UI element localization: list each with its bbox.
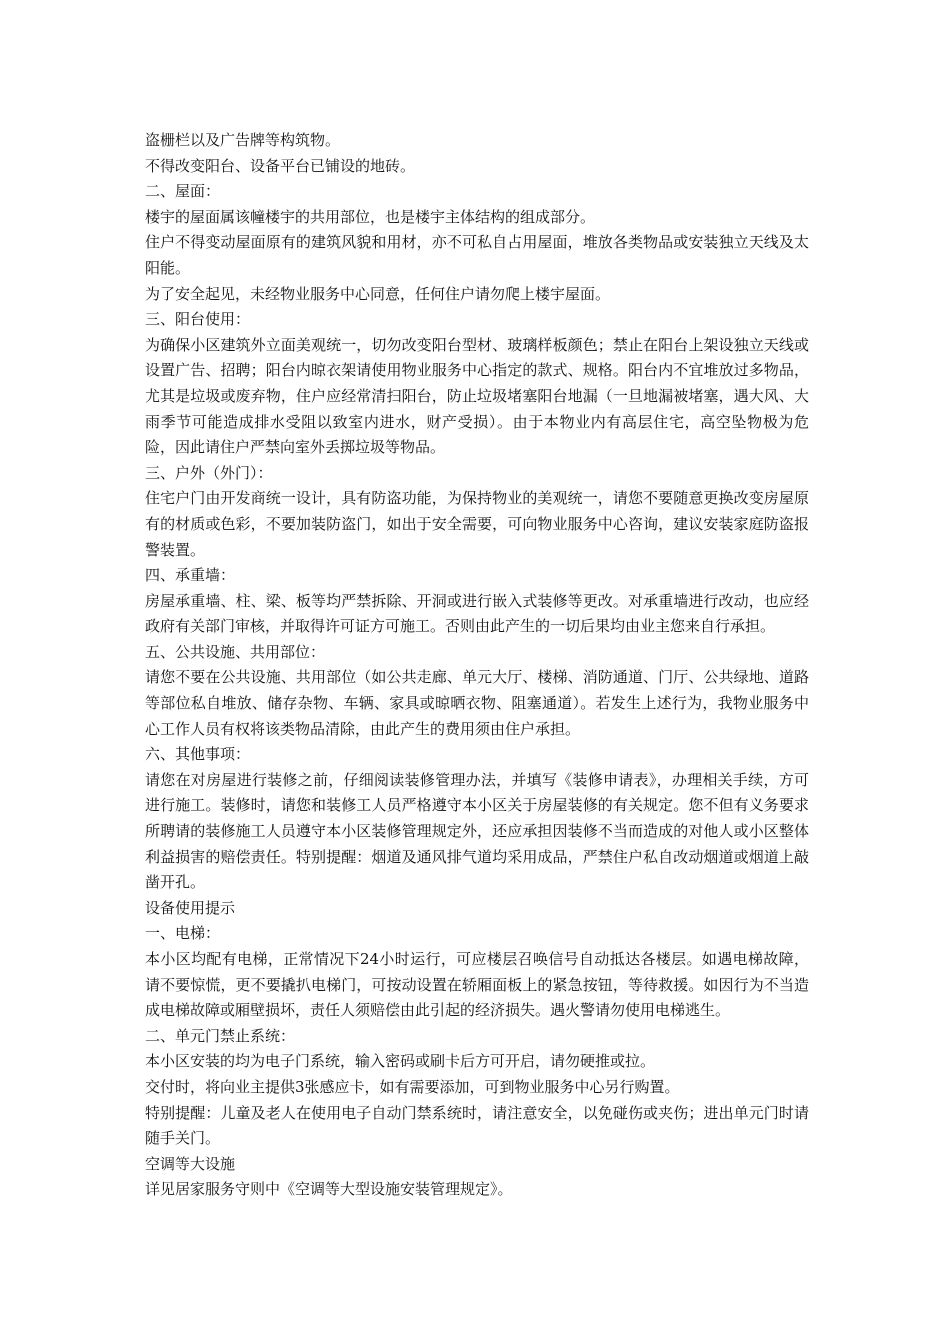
section-heading-elevator: 一、电梯： xyxy=(145,924,221,943)
paragraph: 为了安全起见，未经物业服务中心同意，任何住户请勿爬上楼宇屋面。 xyxy=(145,284,611,303)
paragraph: 本小区安装的均为电子门系统，输入密码或刷卡后方可开启，请勿硬推或拉。 xyxy=(145,1052,656,1071)
section-heading-roof: 二、屋面： xyxy=(145,182,221,201)
paragraph: 楼宇的屋面属该幢楼宇的共用部位，也是楼宇主体结构的组成部分。 xyxy=(145,207,596,226)
paragraph: 盗栅栏以及广告牌等构筑物。 xyxy=(145,131,341,149)
section-heading-equipment-tips: 设备使用提示 xyxy=(145,898,236,917)
paragraph: 交付时，将向业主提供3张感应卡，如有需要添加，可到物业服务中心另行购置。 xyxy=(145,1077,680,1096)
paragraph: 请您在对房屋进行装修之前，仔细阅读装修管理办法，并填写《装修申请表》，办理相关手续，方可进行施工。装修时，请您和装修工人员严格遵守本小区关于房屋装修的有关规定。您不但有义务要求所聘请的装修施工人员遵守本小区装修管理规定外，还应承担因装修不当而造成的对他人或小区整体利益损害的赔偿责任。特别提醒：烟道及通风排气道均采用成品，严禁住户私自改动烟道或烟道上敲凿开孔。 xyxy=(145,770,809,892)
section-heading-air-conditioning: 空调等大设施 xyxy=(145,1154,236,1173)
section-heading-public-facilities: 五、公共设施、共用部位： xyxy=(145,642,326,661)
paragraph: 请您不要在公共设施、共用部位（如公共走廊、单元大厅、楼梯、消防通道、门厅、公共绿地、道路等部位私自堆放、储存杂物、车辆、家具或晾晒衣物、阻塞通道）。若发生上述行为，我物业服务中心工作人员有权将该类物品清除，由此产生的费用须由住户承担。 xyxy=(145,668,809,738)
section-heading-access-control: 二、单元门禁止系统： xyxy=(145,1026,296,1045)
paragraph: 特别提醒：儿童及老人在使用电子自动门禁系统时，请注意安全，以免碰伤或夹伤；进出单元门时请随手关门。 xyxy=(145,1103,809,1148)
paragraph: 住宅户门由开发商统一设计，具有防盗功能，为保持物业的美观统一，请您不要随意更换改变房屋原有的材质或色彩，不要加装防盗门，如出于安全需要，可向物业服务中心咨询，建议安装家庭防盗报警装置。 xyxy=(145,489,809,559)
section-heading-balcony: 三、阳台使用： xyxy=(145,310,251,329)
document-body xyxy=(145,128,809,1203)
paragraph: 为确保小区建筑外立面美观统一，切勿改变阳台型材、玻璃样板颜色；禁止在阳台上架设独立天线或设置广告、招聘；阳台内晾衣架请使用物业服务中心指定的款式、规格。阳台内不宜堆放过多物品，尤其是垃圾或废弃物，住户应经常清扫阳台，防止垃圾堵塞阳台地漏（一旦地漏被堵塞，遇大风、大雨季节可能造成排水受阻以致室内进水，财产受损）。由于本物业内有高层住宅，高空坠物极为危险，因此请住户严禁向室外丢掷垃圾等物品。 xyxy=(145,335,809,457)
section-heading-load-bearing-wall: 四、承重墙： xyxy=(145,566,236,585)
paragraph: 详见居家服务守则中《空调等大型设施安装管理规定》。 xyxy=(145,1180,513,1199)
section-heading-other-matters: 六、其他事项： xyxy=(145,745,251,764)
section-heading-outdoor-door: 三、户外（外门）： xyxy=(145,463,273,482)
paragraph: 不得改变阳台、设备平台已铺设的地砖。 xyxy=(145,156,416,175)
paragraph: 房屋承重墙、柱、梁、板等均严禁拆除、开洞或进行嵌入式装修等更改。对承重墙进行改动，也应经政府有关部门审核，并取得许可证方可施工。否则由此产生的一切后果均由业主您来自行承担。 xyxy=(145,591,809,636)
paragraph: 本小区均配有电梯，正常情况下24小时运行，可应楼层召唤信号自动抵达各楼层。如遇电梯故障，请不要惊慌，更不要撬扒电梯门，可按动设置在轿厢面板上的紧急按钮，等待救援。如因行为不当造成电梯故障或厢壁损坏，责任人须赔偿由此引起的经济损失。遇火警请勿使用电梯逃生。 xyxy=(145,950,809,1020)
paragraph: 住户不得变动屋面原有的建筑风貌和用材，亦不可私自占用屋面，堆放各类物品或安装独立天线及太阳能。 xyxy=(145,233,809,277)
